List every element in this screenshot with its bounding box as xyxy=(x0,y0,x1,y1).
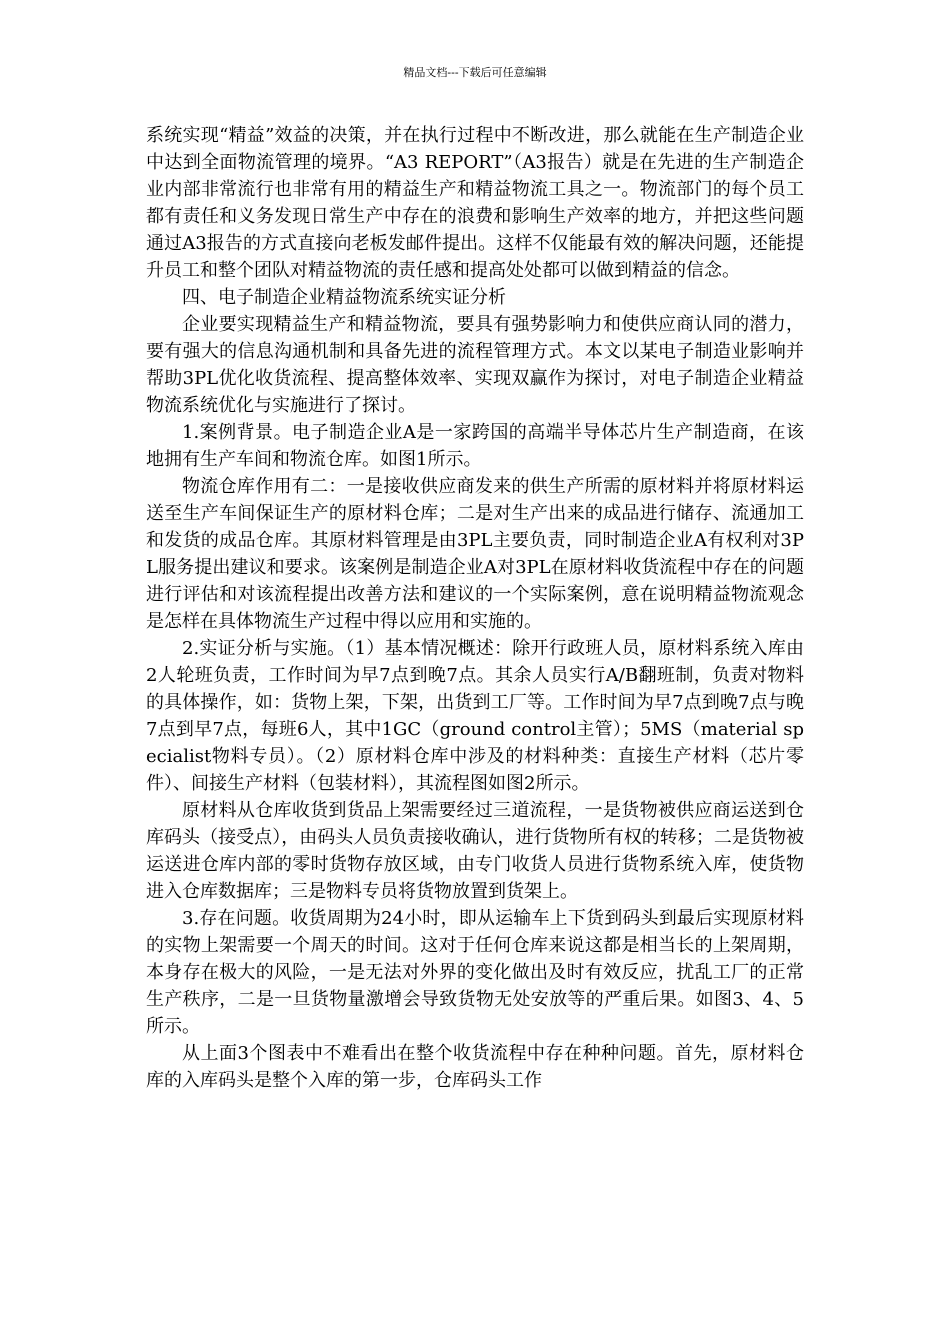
section-heading: 四、电子制造企业精益物流系统实证分析 xyxy=(182,287,506,308)
paragraph: 原材料从仓库收货到货品上架需要经过三道流程，一是货物被供应商运送到仓库码头（接受点），由码头人员负责接收确认，进行货物所有权的转移；二是货物被运送进仓库内部的零时货物存放区域，由专门收货人员进行货物系统入库，使货物进入仓库数据库；三是物料专员将货物放置到货架上。 xyxy=(146,800,804,902)
paragraph: 企业要实现精益生产和精益物流，要具有强势影响力和使供应商认同的潜力，要有强大的信息沟通机制和具备先进的流程管理方式。本文以某电子制造业影响并帮助3PL优化收货流程、提高整体效率、实现双赢作为探讨，对电子制造企业精益物流系统优化与实施进行了探讨。 xyxy=(146,314,804,416)
page-header: 精品文档---下载后可任意编辑 xyxy=(403,66,547,79)
paragraph: 物流仓库作用有二：一是接收供应商发来的供生产所需的原材料并将原材料运送至生产车间保证生产的原材料仓库；二是对生产出来的成品进行储存、流通加工和发货的成品仓库。其原材料管理是由3PL主要负责，同时制造企业A有权利对3PL服务提出建议和要求。该案例是制造企业A对3PL在原材料收货流程中存在的问题进行评估和对该流程提出改善方法和建议的一个实际案例，意在说明精益物流观念是怎样在具体物流生产过程中得以应用和实施的。 xyxy=(146,476,804,632)
paragraph: 2.实证分析与实施。（1）基本情况概述：除开行政班人员，原材料系统入库由2人轮班负责，工作时间为早7点到晚7点。其余人员实行A/B翻班制，负责对物料的具体操作，如：货物上架，下架，出货到工厂等。工作时间为早7点到晚7点与晚7点到早7点，每班6人，其中1GC（ground control主管）；5MS（material specialist物料专员）。（2）原材料仓库中涉及的材料种类：直接生产材料（芯片零件）、间接生产材料（包装材料），其流程图如图2所示。 xyxy=(146,638,804,794)
paragraph: 1.案例背景。电子制造企业A是一家跨国的高端半导体芯片生产制造商，在该地拥有生产车间和物流仓库。如图1所示。 xyxy=(146,422,804,470)
paragraph: 3.存在问题。收货周期为24小时，即从运输车上下货到码头到最后实现原材料的实物上架需要一个周天的时间。这对于任何仓库来说这都是相当长的上架周期，本身存在极大的风险，一是无法对外界的变化做出及时有效反应，扰乱工厂的正常生产秩序，二是一旦货物量激增会导致货物无处安放等的严重后果。如图3、4、5所示。 xyxy=(146,908,804,1037)
paragraph: 从上面3个图表中不难看出在整个收货流程中存在种种问题。首先，原材料仓库的入库码头是整个入库的第一步，仓库码头工作 xyxy=(146,1043,804,1091)
paragraph-continuation: 系统实现“精益”效益的决策，并在执行过程中不断改进，那么就能在生产制造企业中达到全面物流管理的境界。“A3 REPORT”（A3报告）就是在先进的生产制造企业内部非常流行也非常有用的精益生产和精益物流工具之一。物流部门的每个员工都有责任和义务发现日常生产中存在的浪费和影响生产效率的地方，并把这些问题通过A3报告的方式直接向老板发邮件提出。这样不仅能最有效的解决问题，还能提升员工和整个团队对精益物流的责任感和提高处处都可以做到精益的信念。 xyxy=(146,125,804,281)
document-body xyxy=(146,122,804,1094)
